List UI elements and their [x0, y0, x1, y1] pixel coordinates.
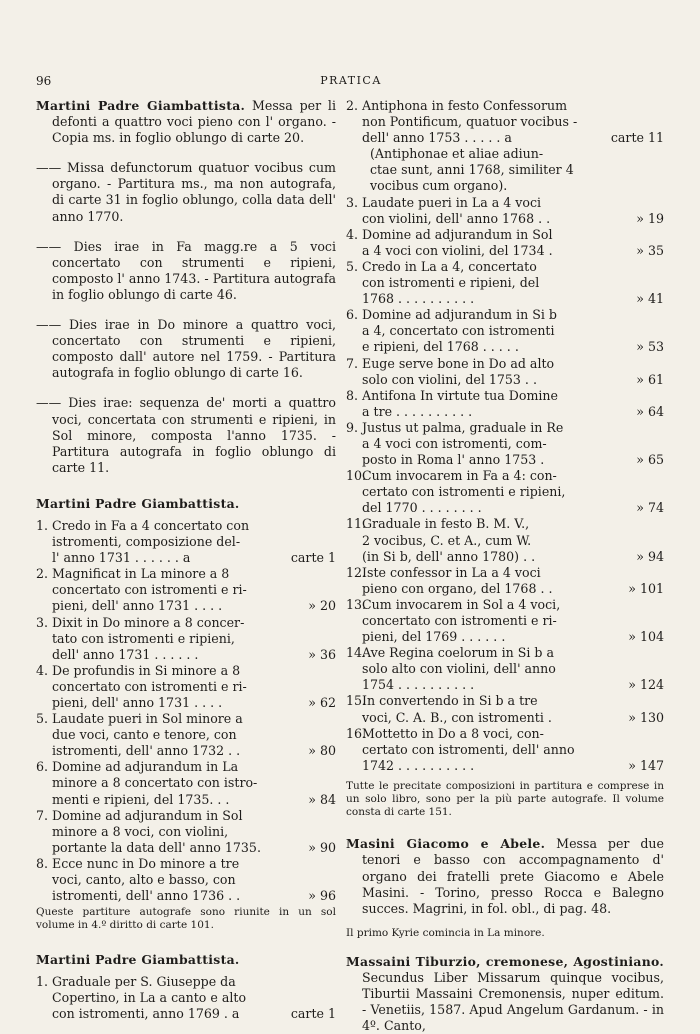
item-last-line	[52, 598, 336, 614]
item-number: 10.	[346, 468, 367, 484]
item-line: certato con istromenti, dell' anno	[362, 741, 575, 757]
item-line: Magnificat in La minore a 8	[52, 566, 230, 582]
item-number: 13.	[346, 596, 367, 612]
item-line: Copertino, in La a canto e alto	[52, 990, 247, 1005]
catalog-entry	[346, 954, 664, 1034]
item-number: 12.	[346, 564, 367, 580]
item-line: Iste confessor in La a 4 voci	[362, 564, 541, 580]
item-line: tato con istromenti e ripieni,	[52, 630, 235, 646]
catalog-entry: —— Dies irae in Fa magg.re a 5 voci concertato con strumenti e ripieni, composto l' anno 1743. - Partitura autografa in foglio oblungo di carte 46.	[36, 238, 336, 302]
item-line: Euge serve bone in Do ad alto	[362, 355, 555, 371]
item-line: dell' anno 1753 . . . . . a	[362, 130, 512, 146]
list-item	[346, 597, 664, 645]
list-item	[346, 195, 664, 227]
page-reference: » 64	[636, 403, 664, 419]
list-item	[36, 759, 336, 807]
list-item	[346, 259, 664, 307]
item-number: 5.	[346, 258, 359, 274]
item-last-line	[362, 677, 664, 693]
entry-text: Messa per due tenori e basso con accompagnamento d' organo dei fratelli prete Giacomo e Abele Masini. - Torino, presso Rocca e Balegno succes. Magrini, in fol. obl., di pag. 48.	[362, 836, 664, 916]
item-line: (in Si b, dell' anno 1780) . .	[362, 548, 536, 564]
item-number: 11.	[346, 516, 367, 532]
item-line: Domine ad adjurandum in La	[52, 759, 239, 775]
item-last-line	[362, 291, 664, 307]
page-reference: » 104	[628, 629, 664, 645]
item-line: istromenti, dell' anno 1736 . .	[52, 888, 241, 904]
item-last-line	[52, 840, 336, 856]
item-line: Ecce nunc in Do minore a tre	[52, 855, 240, 871]
item-line: del 1770 . . . . . . . .	[362, 500, 482, 516]
item-line: Credo in Fa a 4 concertato con	[52, 517, 250, 533]
item-line: certato con istromenti e ripieni,	[362, 484, 566, 500]
item-line: Graduale per S. Giuseppe da	[52, 973, 236, 989]
list-item	[346, 307, 664, 355]
item-number: 4.	[346, 226, 359, 242]
item-line: Domine ad adjurandum in Sol	[362, 226, 553, 242]
item-last-line	[362, 500, 664, 516]
page-reference: » 80	[308, 743, 336, 759]
volume-note: Tutte le precitate composizioni in partitura e comprese in un solo libro, sono per la più parte autografe. Il volume consta di carte 151.	[346, 779, 664, 818]
item-line: minore a 8 voci, con violini,	[52, 823, 229, 839]
list-item	[346, 516, 664, 564]
item-number: 1.	[36, 517, 49, 533]
page-reference: carte 1	[290, 1006, 336, 1022]
item-line: solo con violini, del 1753 . .	[362, 371, 537, 387]
item-note-line: (Antiphonae et aliae adiun-	[370, 146, 544, 162]
running-title: PRATICA	[320, 74, 382, 87]
item-number: 2.	[36, 566, 49, 582]
item-line: In convertendo in Si b a tre	[362, 693, 538, 709]
item-last-line	[362, 710, 664, 726]
page-reference: » 62	[308, 695, 336, 710]
item-note-line: vocibus cum organo).	[370, 178, 508, 194]
item-line: Domine ad adjurandum in Sol	[52, 807, 243, 823]
list-item	[346, 356, 664, 388]
item-line: con violini, dell' anno 1768 . .	[362, 210, 551, 226]
item-line: dell' anno 1731 . . . . . .	[52, 646, 199, 662]
page-reference: » 84	[308, 791, 336, 807]
item-line: Credo in La a 4, concertato	[362, 258, 537, 274]
page-reference: » 61	[636, 371, 664, 387]
item-line: posto in Roma l' anno 1753 .	[362, 452, 545, 468]
item-line: concertato con istromenti e ri-	[52, 678, 247, 694]
page-reference: » 124	[628, 677, 664, 693]
list-item	[346, 227, 664, 259]
item-line: non Pontificum, quatuor vocibus -	[362, 114, 578, 130]
item-last-line	[362, 130, 664, 146]
item-line: pieni, dell' anno 1731 . . . .	[52, 598, 223, 614]
item-line: minore a 8 concertato con istro-	[52, 775, 258, 791]
item-line: Laudate pueri in La a 4 voci	[362, 194, 542, 210]
list-item	[346, 420, 664, 468]
page-reference: » 90	[308, 839, 336, 855]
item-number: 14.	[346, 645, 367, 661]
item-last-line	[362, 211, 664, 227]
item-line: voci, canto, alto e basso, con	[52, 872, 236, 888]
item-line: 1754 . . . . . . . . . .	[362, 677, 475, 693]
left-column	[36, 98, 336, 1022]
page-reference: » 130	[628, 709, 664, 725]
item-line: e ripieni, del 1768 . . . . .	[362, 339, 519, 355]
item-line: pieni, del 1769 . . . . . .	[362, 629, 506, 645]
item-last-line	[362, 404, 664, 420]
catalog-entry: —— Dies irae: sequenza de' morti a quattro voci, concertata con strumenti e ripieni, in Sol minore, composta l'anno 1735. - Partitura autografa in foglio oblungo di carte 11.	[36, 395, 336, 475]
list-item	[346, 565, 664, 597]
item-last-line	[52, 743, 336, 759]
running-header	[36, 74, 666, 94]
item-number: 1.	[36, 973, 49, 989]
list-item	[346, 645, 664, 693]
item-line: due voci, canto e tenore, con	[52, 727, 237, 743]
item-number: 9.	[346, 419, 359, 435]
page-reference: carte 11	[610, 130, 664, 146]
list-item	[36, 615, 336, 663]
item-number: 3.	[346, 194, 359, 210]
page-reference: » 36	[308, 646, 336, 662]
page-reference: » 35	[636, 242, 664, 258]
item-number: 15.	[346, 693, 367, 709]
page-reference: carte 1	[290, 550, 336, 566]
item-line: Justus ut palma, graduale in Re	[362, 419, 564, 435]
page-number: 96	[36, 74, 52, 88]
item-last-line	[52, 647, 336, 663]
item-line: Domine ad adjurandum in Si b	[362, 307, 557, 323]
list-item	[36, 711, 336, 759]
list-item	[346, 693, 664, 725]
item-number: 7.	[36, 807, 49, 823]
item-last-line	[362, 629, 664, 645]
section-heading: Martini Padre Giambattista.	[36, 951, 240, 967]
item-last-line	[362, 243, 664, 259]
item-line: menti e ripieni, del 1735. . .	[52, 791, 230, 807]
item-line: portante la data dell' anno 1735.	[52, 839, 261, 855]
list-item	[346, 468, 664, 516]
entry-heading: Martini Padre Giambattista.	[36, 98, 246, 113]
item-line: Mottetto in Do a 8 voci, con-	[362, 725, 544, 741]
item-last-line	[52, 550, 336, 566]
item-last-line	[362, 758, 664, 774]
catalog-entry: —— Missa defunctorum quatuor vocibus cum organo. - Partitura ms., ma non autografa, di carte 31 in foglio oblungo, colla data dell' anno 1770.	[36, 160, 336, 224]
item-line: concertato con istromenti e ri-	[362, 613, 557, 628]
item-note-line: ctae sunt, anni 1768, similiter 4	[370, 162, 574, 178]
note: Il primo Kyrie comincia in La minore.	[346, 926, 545, 939]
item-line: l' anno 1731 . . . . . . a	[52, 550, 191, 566]
right-column	[346, 98, 664, 1034]
item-line: Dixit in Do minore a 8 concer-	[52, 614, 245, 630]
item-line: 2 vocibus, C. et A., cum W.	[362, 532, 532, 548]
page-reference: » 96	[308, 888, 336, 904]
item-last-line	[362, 581, 664, 597]
item-line: pieno con organo, del 1768 . .	[362, 580, 553, 596]
item-number: 8.	[346, 387, 359, 403]
entry-heading: Masini Giacomo e Abele.	[346, 836, 546, 852]
item-line: con istromenti, anno 1769 . a	[52, 1006, 240, 1022]
item-line: istromenti, composizione del-	[52, 534, 241, 550]
item-number: 2.	[346, 98, 359, 113]
item-number: 16.	[346, 725, 367, 741]
catalog-entry	[346, 836, 664, 916]
volume-note: Queste partiture autografe sono riunite in un sol volume in 4.º diritto di carte 101.	[36, 906, 336, 932]
item-line: 1768 . . . . . . . . . .	[362, 291, 475, 307]
page-reference: » 53	[636, 339, 664, 355]
section-heading: Martini Padre Giambattista.	[36, 495, 240, 511]
page-reference: » 65	[636, 452, 664, 468]
item-number: 7.	[346, 355, 359, 371]
item-number: 6.	[346, 307, 359, 323]
item-line: a 4 voci con violini, del 1734 .	[362, 242, 553, 258]
item-number: 5.	[36, 711, 49, 727]
item-line: a 4, concertato con istromenti	[362, 323, 555, 339]
item-last-line	[52, 888, 336, 904]
item-line: Cum invocarem in Sol a 4 voci,	[362, 596, 561, 612]
item-line: Antifona In virtute tua Domine	[362, 387, 558, 403]
item-number: 6.	[36, 759, 49, 775]
page-reference: » 74	[636, 500, 664, 516]
list-item	[346, 388, 664, 420]
list-item	[36, 808, 336, 856]
entry-text: Secundus Liber Missarum quinque vocibus, Tiburtii Massaini Cremonensis, nuper editum. - Venetiis, 1587. Apud Angelum Gardanum. - in 4º. Canto,	[362, 969, 664, 1033]
item-line: De profundis in Si minore a 8	[52, 662, 241, 678]
page-reference: » 147	[628, 757, 664, 773]
item-last-line	[52, 695, 336, 711]
page-reference: » 41	[636, 291, 664, 307]
page-reference: » 20	[308, 598, 336, 614]
list-item	[346, 726, 664, 774]
item-last-line	[52, 792, 336, 808]
list-item	[36, 856, 336, 904]
item-line: Cum invocarem in Fa a 4: con-	[362, 468, 557, 484]
page-reference: » 94	[636, 548, 664, 564]
item-line: istromenti, dell' anno 1732 . .	[52, 743, 241, 759]
item-line: Antiphona in festo Confessorum	[362, 98, 568, 113]
item-line: Laudate pueri in Sol minore a	[52, 711, 243, 727]
entry-heading: Massaini Tiburzio, cremonese, Agostiniano.	[346, 953, 664, 969]
item-line: solo alto con violini, dell' anno	[362, 661, 556, 677]
list-item	[346, 98, 664, 195]
item-number: 4.	[36, 662, 49, 678]
item-line: 1742 . . . . . . . . . .	[362, 757, 475, 773]
item-line: con istromenti e ripieni, del	[362, 275, 540, 291]
page-reference: » 101	[628, 580, 664, 596]
item-line: pieni, dell' anno 1731 . . . .	[52, 695, 223, 710]
item-number: 3.	[36, 614, 49, 630]
item-last-line	[362, 339, 664, 355]
item-line: a 4 voci con istromenti, com-	[362, 435, 547, 451]
list-item	[36, 566, 336, 614]
list-item	[36, 663, 336, 711]
item-last-line	[362, 549, 664, 565]
item-last-line	[52, 1006, 336, 1022]
list-item	[36, 518, 336, 566]
entry-text: Messa per li defonti a quattro voci pieno con l' organo. - Copia ms. in foglio oblungo di carte 20.	[52, 98, 336, 146]
item-line: Ave Regina coelorum in Si b a	[362, 645, 554, 661]
composition-list	[36, 518, 336, 904]
page-reference: » 19	[636, 210, 664, 226]
composition-list	[346, 98, 664, 774]
catalog-entry: —— Dies irae in Do minore a quattro voci, concertato con strumenti e ripieni, composto dall' autore nel 1759. - Partitura autografa in foglio oblungo di carte 16.	[36, 317, 336, 381]
item-number: 8.	[36, 855, 49, 871]
item-line: concertato con istromenti e ri-	[52, 582, 247, 598]
item-line: Graduale in festo B. M. V.,	[362, 516, 530, 532]
item-line: a tre . . . . . . . . . .	[362, 403, 473, 419]
item-last-line	[362, 452, 664, 468]
item-last-line	[362, 372, 664, 388]
catalog-entry	[36, 98, 336, 146]
item-line: voci, C. A. B., con istromenti .	[362, 709, 552, 725]
